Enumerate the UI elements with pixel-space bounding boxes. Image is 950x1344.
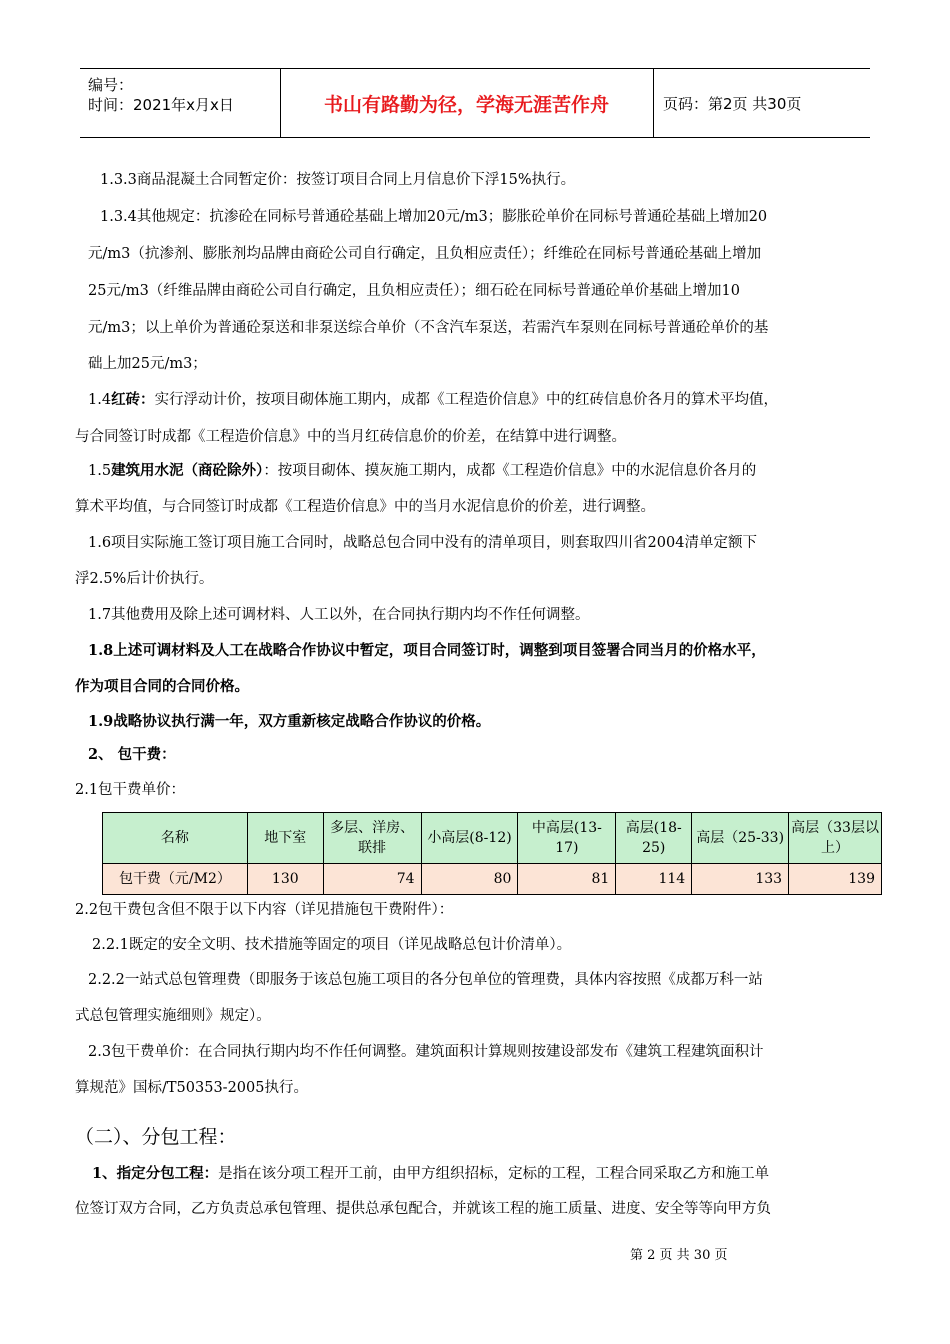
table-cell: 80 [421, 864, 518, 895]
para-1-3-3: 1.3.3商品混凝土合同暂定价：按签订项目合同上月信息价下浮15%执行。 [100, 172, 576, 188]
para-2-2: 2.2包干费包含但不限于以下内容（详见措施包干费附件）： [75, 902, 454, 918]
table-header-cell: 高层（25-33) [692, 813, 789, 864]
para-1-6-line: 浮2.5%后计价执行。 [75, 571, 214, 587]
para-number: 1.4 [88, 392, 112, 408]
header-meta [88, 75, 278, 115]
para-1-5-line: 算术平均值，与合同签订时成都《工程造价信息》中的当月水泥信息价的价差，进行调整。 [75, 499, 655, 515]
table-cell: 133 [692, 864, 789, 895]
para-1-7: 1.7其他费用及除上述可调材料、人工以外，在合同执行期内均不作任何调整。 [88, 607, 590, 623]
para-subcontract-1-line: 位签订双方合同，乙方负责总承包管理、提供总承包配合，并就该工程的施工质量、进度、安全等等向甲方负 [75, 1201, 771, 1217]
para-1-4-line: 与合同签订时成都《工程造价信息》中的当月红砖信息价的价差，在结算中进行调整。 [75, 429, 626, 445]
para-heading: 红砖： [111, 391, 155, 408]
table-header-cell: 多层、洋房、联排 [323, 813, 421, 864]
table-header-cell: 小高层(8-12) [421, 813, 518, 864]
table-header-cell: 中高层(13-17) [518, 813, 616, 864]
para-1-9: 1.9战略协议执行满一年，双方重新核定战略合作协议的价格。 [88, 713, 491, 730]
para-1-3-4-line: 1.3.4其他规定：抗渗砼在同标号普通砼基础上增加20元/m3；膨胀砼单价在同标号普通砼基础上增加20 [100, 209, 768, 225]
para-1-6-line: 1.6项目实际施工签订项目施工合同时，战略总包合同中没有的清单项目，则套取四川省2004清单定额下 [88, 535, 757, 551]
page-footer: 第 2 页 共 30 页 [630, 1248, 728, 1263]
table-header-cell: 高层（33层以上） [789, 813, 882, 864]
header-motto: 书山有路勤为径，学海无涯苦作舟 [323, 93, 609, 116]
table-header-cell: 名称 [103, 813, 248, 864]
table-cell: 139 [789, 864, 882, 895]
table-cell: 114 [616, 864, 692, 895]
para-2-2-1: 2.2.1既定的安全文明、技术措施等固定的项目（详见战略总包计价清单）。 [92, 937, 572, 953]
table-cell: 81 [518, 864, 616, 895]
para-heading: 建筑用水泥（商砼除外） [111, 462, 264, 479]
para-1-3-4-line: 元/m3；以上单价为普通砼泵送和非泵送综合单价（不含汽车泵送，若需汽车泵则在同标号普通砼单价的基 [88, 320, 769, 336]
para-2-2-2-line: 2.2.2一站式总包管理费（即服务于该总包施工项目的各分包单位的管理费，具体内容按照《成都万科一站 [88, 972, 763, 988]
para-1-4 [88, 390, 778, 410]
para-text: ：按项目砌体、摸灰施工期内，成都《工程造价信息》中的水泥信息价各月的 [263, 463, 757, 479]
table-header-row [103, 813, 882, 864]
para-number: 1.5 [88, 463, 112, 479]
table-header-cell: 高层(18-25) [616, 813, 692, 864]
para-1-8-line: 1.8上述可调材料及人工在战略合作协议中暂定，项目合同签订时，调整到项目签署合同当月的价格水平， [88, 642, 766, 659]
table-cell: 74 [323, 864, 421, 895]
para-heading: 1、指定分包工程： [92, 1165, 219, 1182]
para-1-3-4-line: 25元/m3（纤维品牌由商砼公司自行确定，且负相应责任）；细石砼在同标号普通砼单价基础上增加10 [88, 283, 741, 299]
para-2-2-2-line: 式总包管理实施细则》规定）。 [75, 1008, 271, 1024]
section-title: （二）、分包工程： [75, 1126, 237, 1148]
table-header-cell: 地下室 [247, 813, 323, 864]
para-2-3-line: 2.3包干费单价：在合同执行期内均不作任何调整。建筑面积计算规则按建设部发布《建筑工程建筑面积计 [88, 1044, 764, 1060]
para-text: 是指在该分项工程开工前，由甲方组织招标，定标的工程，工程合同采取乙方和施工单 [218, 1166, 770, 1182]
table-cell: 130 [247, 864, 323, 895]
document-code: 编号： [88, 76, 134, 94]
header-divider [653, 69, 654, 137]
para-2-3-line: 算规范》国标/T50353-2005执行。 [75, 1080, 308, 1096]
para-subcontract-1 [92, 1164, 769, 1184]
para-text: 实行浮动计价，按项目砌体施工期内，成都《工程造价信息》中的红砖信息价各月的算术平均值， [154, 392, 779, 408]
fee-table [102, 812, 882, 895]
para-1-3-4-line: 础上加25元/m3； [88, 356, 207, 372]
para-2-1: 2.1包干费单价： [75, 782, 186, 798]
document-date: 时间：2021年x月x日 [88, 96, 234, 114]
para-1-3-4-line: 元/m3（抗渗剂、膨胀剂均品牌由商砼公司自行确定，且负相应责任）；纤维砼在同标号普通砼基础上增加 [88, 246, 762, 262]
table-row-label: 包干费（元/M2） [103, 864, 248, 895]
para-1-5 [88, 461, 756, 481]
page-header [80, 68, 870, 138]
header-page-number: 页码：第2页 共30页 [663, 94, 802, 113]
para-1-8-line: 作为项目合同的合同价格。 [75, 678, 249, 695]
section-2-heading: 2、 包干费： [88, 746, 176, 763]
table-row [103, 864, 882, 895]
